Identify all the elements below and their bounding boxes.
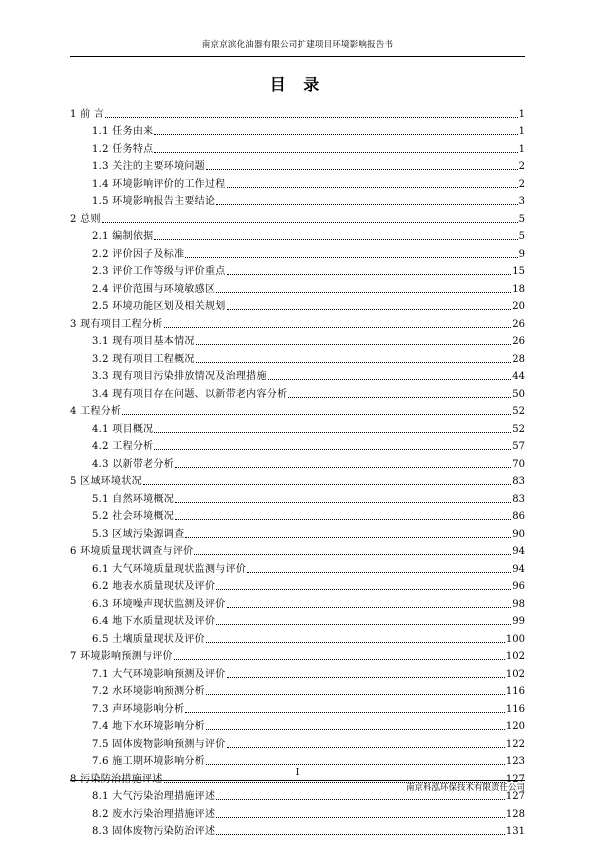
toc-section-entry[interactable]	[70, 138, 525, 156]
toc-entry-page: 116	[505, 703, 525, 715]
toc-entry-page: 1	[518, 126, 525, 137]
toc-dot-leader	[216, 204, 517, 205]
toc-dot-leader	[143, 484, 511, 485]
toc-dot-leader	[216, 292, 511, 293]
toc-dot-leader	[175, 502, 511, 503]
toc-chapter-entry[interactable]	[70, 541, 525, 559]
toc-dot-leader	[227, 274, 512, 275]
toc-entry-label: 7 环境影响预测与评价	[70, 651, 173, 662]
toc-dot-leader	[216, 834, 505, 835]
toc-entry-page: 2	[518, 178, 525, 190]
toc-dot-leader	[247, 572, 511, 573]
toc-dot-leader	[154, 134, 517, 135]
toc-entry-page: 86	[512, 511, 525, 522]
toc-entry-page: 52	[512, 423, 525, 435]
toc-dot-leader	[206, 729, 505, 730]
toc-entry-label: 6.3 环境噪声现状监测及评价	[92, 598, 226, 610]
toc-entry-label: 6.5 土壤质量现状及评价	[92, 633, 205, 645]
toc-entry-page: 83	[512, 493, 525, 505]
toc-entry-label: 1.2 任务特点	[92, 143, 154, 155]
toc-dot-leader	[194, 554, 511, 555]
toc-dot-leader	[206, 764, 505, 765]
toc-section-entry[interactable]	[70, 698, 525, 716]
toc-section-entry[interactable]	[70, 821, 525, 839]
toc-dot-leader	[227, 677, 505, 678]
toc-entry-label: 2.3 评价工作等级与评价重点	[92, 266, 226, 277]
toc-dot-leader	[175, 519, 511, 520]
toc-entry-label: 7.4 地下水环境影响分析	[92, 721, 205, 732]
toc-entry-label: 6.1 大气环境质量现状监测与评价	[92, 563, 247, 575]
toc-section-entry[interactable]	[70, 383, 525, 401]
toc-dot-leader	[206, 169, 518, 170]
toc-entry-label: 1 前 言	[70, 108, 105, 120]
toc-section-entry[interactable]	[70, 506, 525, 524]
toc-entry-label: 4.2 工程分析	[92, 441, 154, 452]
toc-entry-label: 7.6 施工期环境影响分析	[92, 756, 205, 767]
toc-dot-leader	[268, 379, 511, 380]
toc-section-entry[interactable]	[70, 663, 525, 681]
toc-entry-label: 5.1 自然环境概况	[92, 493, 175, 505]
toc-entry-page: 90	[512, 528, 525, 540]
toc-entry-label: 8 污染防治措施评述	[70, 773, 163, 785]
toc-dot-leader	[227, 309, 512, 310]
toc-entry-label: 8.1 大气污染治理措施评述	[92, 791, 216, 802]
toc-section-entry[interactable]	[70, 436, 525, 454]
toc-entry-page: 120	[505, 721, 525, 732]
toc-entry-page: 98	[512, 598, 525, 610]
toc-entry-label: 2 总则	[70, 213, 101, 225]
toc-entry-label: 4.3 以新带老分析	[92, 458, 175, 470]
toc-chapter-entry[interactable]	[70, 471, 525, 489]
toc-chapter-entry[interactable]	[70, 401, 525, 419]
toc-dot-leader	[154, 152, 517, 153]
toc-section-entry[interactable]	[70, 716, 525, 734]
toc-dot-leader	[154, 432, 511, 433]
toc-dot-leader	[174, 659, 505, 660]
toc-section-entry[interactable]	[70, 331, 525, 349]
toc-section-entry[interactable]	[70, 348, 525, 366]
toc-section-entry[interactable]	[70, 803, 525, 821]
toc-section-entry[interactable]	[70, 278, 525, 296]
toc-entry-label: 3.4 现有项目存在问题、以新带老内容分析	[92, 388, 288, 400]
toc-section-entry[interactable]	[70, 366, 525, 384]
toc-entry-label: 7.3 声环境影响分析	[92, 703, 185, 715]
toc-dot-leader	[216, 589, 511, 590]
toc-entry-page: 50	[512, 388, 525, 400]
toc-entry-label: 6.2 地表水质量现状及评价	[92, 581, 216, 592]
toc-entry-label: 2.2 评价因子及标准	[92, 248, 185, 260]
toc-entry-page: 57	[512, 441, 525, 452]
toc-entry-page: 2	[518, 161, 525, 172]
toc-section-entry[interactable]	[70, 453, 525, 471]
toc-entry-label: 6.4 地下水质量现状及评价	[92, 616, 216, 627]
toc-dot-leader	[102, 222, 518, 223]
toc-entry-page: 26	[512, 336, 525, 347]
toc-dot-leader	[216, 817, 505, 818]
toc-section-entry[interactable]	[70, 261, 525, 279]
toc-entry-page: 83	[512, 476, 525, 487]
toc-section-entry[interactable]	[70, 418, 525, 436]
toc-dot-leader	[154, 449, 511, 450]
toc-dot-leader	[154, 239, 517, 240]
toc-entry-label: 7.1 大气环境影响预测及评价	[92, 668, 226, 680]
toc-section-entry[interactable]	[70, 243, 525, 261]
table-of-contents	[70, 103, 525, 838]
toc-entry-label: 1.1 任务由来	[92, 126, 154, 137]
toc-entry-label: 8.2 废水污染治理措施评述	[92, 808, 216, 820]
toc-entry-page: 127	[505, 773, 525, 785]
toc-dot-leader	[206, 642, 505, 643]
toc-chapter-entry[interactable]	[70, 208, 525, 226]
running-header: 南京京滨化油器有限公司扩建项目环境影响报告书	[201, 40, 394, 50]
toc-section-entry[interactable]	[70, 681, 525, 699]
toc-dot-leader	[164, 327, 512, 328]
toc-entry-label: 3.2 现有项目工程概况	[92, 353, 195, 365]
toc-section-entry[interactable]	[70, 611, 525, 629]
toc-entry-label: 5 区域环境状况	[70, 476, 142, 487]
toc-entry-label: 1.5 环境影响报告主要结论	[92, 196, 216, 207]
toc-dot-leader	[216, 624, 511, 625]
toc-entry-page: 18	[512, 283, 525, 295]
toc-entry-page: 127	[505, 791, 525, 802]
toc-dot-leader	[185, 712, 505, 713]
toc-entry-page: 70	[512, 458, 525, 470]
running-footer: 南京科泓环保技术有限责任公司	[405, 783, 525, 793]
toc-entry-page: 102	[505, 668, 525, 680]
toc-section-entry[interactable]	[70, 191, 525, 209]
toc-section-entry[interactable]	[70, 173, 525, 191]
toc-entry-label: 8.3 固体废物污染防治评述	[92, 826, 216, 837]
toc-entry-page: 99	[512, 616, 525, 627]
toc-dot-leader	[185, 257, 517, 258]
toc-entry-page: 9	[518, 248, 525, 260]
toc-entry-label: 2.5 环境功能区划及相关规划	[92, 301, 226, 312]
toc-entry-page: 44	[512, 371, 525, 382]
toc-dot-leader	[105, 117, 517, 118]
toc-section-entry[interactable]	[70, 523, 525, 541]
header-divider	[70, 56, 525, 57]
toc-section-entry[interactable]	[70, 488, 525, 506]
toc-dot-leader	[196, 344, 512, 345]
toc-section-entry[interactable]	[70, 751, 525, 769]
toc-entry-page: 28	[512, 353, 525, 365]
toc-section-entry[interactable]	[70, 226, 525, 244]
toc-entry-label: 7.5 固体废物影响预测与评价	[92, 738, 226, 750]
toc-entry-page: 94	[512, 546, 525, 557]
toc-entry-label: 5.3 区域污染源调查	[92, 528, 185, 540]
toc-entry-page: 5	[518, 213, 525, 225]
toc-entry-page: 52	[512, 406, 525, 417]
toc-chapter-entry[interactable]	[70, 313, 525, 331]
toc-entry-page: 128	[505, 808, 525, 820]
page-title: 目 录	[269, 75, 326, 94]
toc-entry-label: 4.1 项目概况	[92, 423, 154, 435]
toc-entry-page: 96	[512, 581, 525, 592]
toc-section-entry[interactable]	[70, 296, 525, 314]
toc-entry-label: 6 环境质量现状调查与评价	[70, 546, 194, 557]
toc-entry-label: 5.2 社会环境概况	[92, 511, 175, 522]
toc-entry-label: 2.4 评价范围与环境敏感区	[92, 283, 216, 295]
toc-entry-page: 94	[512, 563, 525, 575]
toc-dot-leader	[227, 747, 505, 748]
toc-entry-page: 1	[518, 108, 525, 120]
toc-entry-page: 20	[512, 301, 525, 312]
toc-entry-label: 7.2 水环境影响预测分析	[92, 686, 205, 697]
toc-chapter-entry[interactable]	[70, 103, 525, 121]
toc-entry-page: 100	[505, 633, 525, 645]
toc-entry-label: 3 现有项目工程分析	[70, 318, 163, 330]
toc-entry-page: 5	[518, 231, 525, 242]
toc-section-entry[interactable]	[70, 121, 525, 139]
toc-entry-label: 1.4 环境影响评价的工作过程	[92, 178, 226, 190]
toc-entry-page: 3	[518, 196, 525, 207]
toc-section-entry[interactable]	[70, 593, 525, 611]
toc-section-entry[interactable]	[70, 576, 525, 594]
toc-entry-label: 3.1 现有项目基本情况	[92, 336, 195, 347]
toc-dot-leader	[227, 607, 512, 608]
toc-dot-leader	[122, 414, 511, 415]
toc-entry-page: 116	[505, 686, 525, 697]
page-number: I	[295, 768, 300, 778]
toc-dot-leader	[227, 187, 518, 188]
toc-dot-leader	[216, 799, 505, 800]
toc-entry-page: 102	[505, 651, 525, 662]
toc-entry-page: 26	[512, 318, 525, 330]
toc-entry-label: 1.3 关注的主要环境问题	[92, 161, 205, 172]
toc-entry-page: 1	[518, 143, 525, 155]
toc-entry-label: 2.1 编制依据	[92, 231, 154, 242]
toc-entry-page: 123	[505, 756, 525, 767]
footer-divider	[70, 780, 525, 781]
toc-section-entry[interactable]	[70, 733, 525, 751]
toc-entry-label: 4 工程分析	[70, 406, 122, 417]
toc-entry-page: 131	[505, 826, 525, 837]
toc-entry-page: 15	[512, 266, 525, 277]
toc-dot-leader	[175, 467, 511, 468]
toc-section-entry[interactable]	[70, 156, 525, 174]
toc-dot-leader	[288, 397, 511, 398]
toc-entry-label: 3.3 现有项目污染排放情况及治理措施	[92, 371, 267, 382]
toc-dot-leader	[196, 362, 512, 363]
toc-section-entry[interactable]	[70, 628, 525, 646]
toc-dot-leader	[185, 537, 511, 538]
toc-dot-leader	[206, 694, 505, 695]
toc-entry-page: 122	[505, 738, 525, 750]
toc-chapter-entry[interactable]	[70, 646, 525, 664]
toc-section-entry[interactable]	[70, 558, 525, 576]
